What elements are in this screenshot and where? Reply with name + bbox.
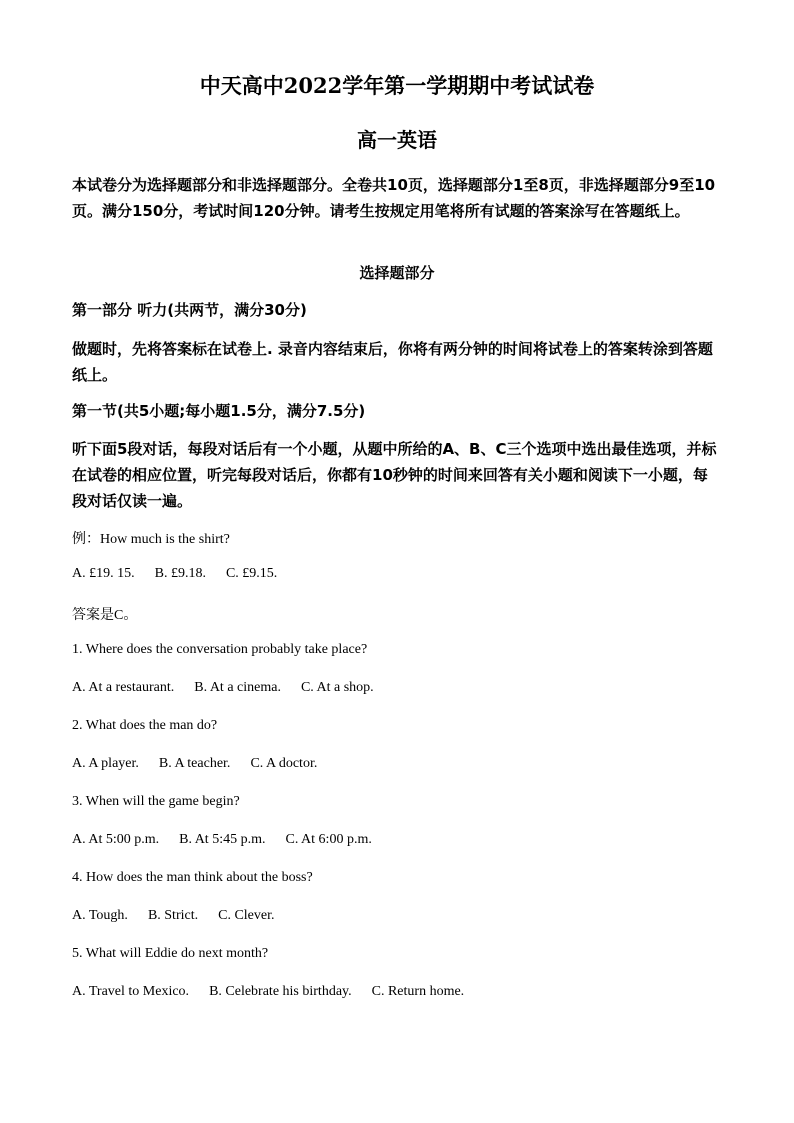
option-c: C. At a shop.	[300, 680, 374, 695]
question-4-options	[72, 908, 722, 924]
example-answer: 答案是C。	[72, 608, 138, 623]
option-a: A. A player.	[72, 756, 139, 771]
question-2-options	[72, 756, 722, 772]
example-question: 例：How much is the shirt?	[72, 532, 230, 547]
part1-heading: 第一部分 听力(共两节，满分30分)	[72, 301, 307, 319]
question-3: 3. When will the game begin?	[72, 794, 240, 809]
question-4: 4. How does the man think about the boss?	[72, 870, 313, 885]
option-c: C. £9.15.	[225, 566, 278, 581]
option-a: A. At a restaurant.	[72, 680, 175, 695]
option-b: B. Strict.	[147, 908, 199, 923]
section1-heading: 第一节(共5小题;每小题1.5分，满分7.5分)	[72, 402, 366, 420]
intro-paragraph: 本试卷分为选择题部分和非选择题部分。全卷共10页，选择题部分1至8页，非选择题部分9至10页。满分150分，考试时间120分钟。请考生按规定用笔将所有试题的答案涂写在答题纸上。	[72, 176, 716, 220]
option-b: B. Celebrate his birthday.	[209, 984, 352, 999]
question-5: 5. What will Eddie do next month?	[72, 946, 269, 961]
part1-instruction: 做题时，先将答案标在试卷上. 录音内容结束后，你将有两分钟的时间将试卷上的答案转涂到答题纸上。	[72, 340, 713, 384]
option-b: B. A teacher.	[158, 756, 231, 771]
option-b: B. At a cinema.	[194, 680, 281, 695]
question-1: 1. Where does the conversation probably take place?	[72, 642, 368, 657]
question-5-options	[72, 984, 722, 1000]
option-a: A. Tough.	[72, 908, 128, 923]
example-options	[72, 566, 722, 582]
option-a: A. At 5:00 p.m.	[72, 832, 160, 847]
section1-instruction: 听下面5段对话，每段对话后有一个小题，从题中所给的A、B、C三个选项中选出最佳选项，并标在试卷的相应位置，听完每段对话后，你都有10秒钟的时间来回答有关小题和阅读下一小题，每段对话仅读一遍。	[72, 440, 717, 510]
exam-subtitle: 高一英语	[357, 128, 437, 152]
question-2: 2. What does the man do?	[72, 718, 218, 733]
option-c: C. Clever.	[218, 908, 275, 923]
question-3-options	[72, 832, 722, 848]
option-a: A. Travel to Mexico.	[72, 984, 190, 999]
option-c: C. A doctor.	[250, 756, 318, 771]
option-b: B. At 5:45 p.m.	[179, 832, 266, 847]
exam-title: 中天高中2022学年第一学期期中考试试卷	[199, 73, 595, 98]
option-c: C. At 6:00 p.m.	[285, 832, 372, 847]
option-b: B. £9.18.	[154, 566, 206, 581]
option-a: A. £19. 15.	[72, 566, 135, 581]
question-1-options	[72, 680, 722, 696]
option-c: C. Return home.	[371, 984, 465, 999]
section-heading: 选择题部分	[359, 264, 435, 282]
